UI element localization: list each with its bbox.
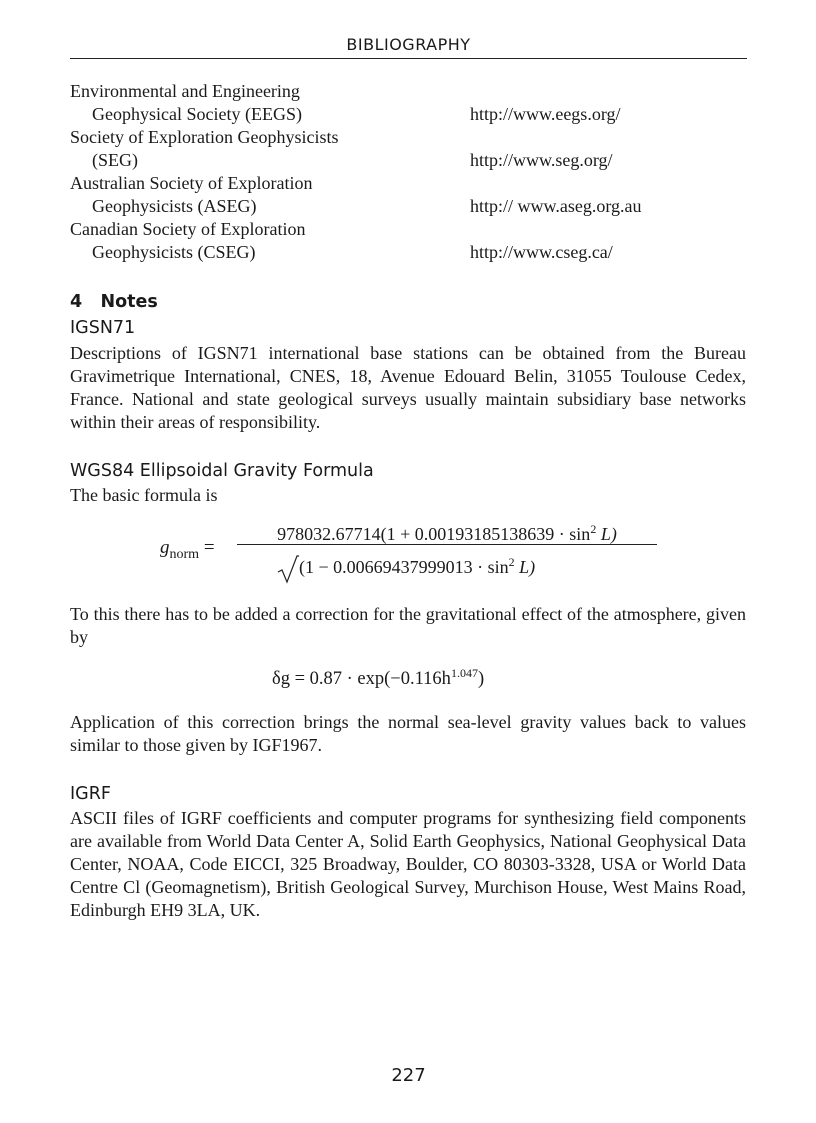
- closing-paragraph: Application of this correction brings the normal sea-level gravity values back to values similar to those given by IGF1967.: [70, 712, 746, 755]
- formula-denominator: [277, 545, 657, 579]
- correction-formula-tail: ): [477, 669, 485, 690]
- numerator-power: 2: [590, 522, 597, 536]
- denominator-tail: L): [514, 557, 536, 577]
- org-name-line1: Canadian Society of Exploration: [70, 219, 306, 239]
- formula-lhs: [160, 537, 215, 563]
- page-number: 227: [391, 1065, 426, 1086]
- correction-paragraph: To this there has to be added a correction for the gravitational effect of the atmosphere, given by: [70, 604, 746, 647]
- wgs84-heading: WGS84 Ellipsoidal Gravity Formula: [70, 461, 374, 481]
- org-url[interactable]: http://www.eegs.org/: [470, 104, 621, 124]
- org-url[interactable]: http://www.seg.org/: [470, 150, 613, 170]
- organization-list: [70, 80, 747, 264]
- denominator-text: (1 − 0.00669437999013 · sin: [299, 557, 509, 577]
- correction-formula-power: 1.047: [450, 666, 478, 680]
- section-number: 4: [70, 292, 83, 312]
- org-entry: [70, 172, 747, 218]
- org-name-line2: (SEG): [92, 150, 138, 170]
- igrf-paragraph: ASCII files of IGRF coefficients and computer programs for synthesizing field components are available from World Data Center A, Solid Earth Geophysics, National Geophysical Data Center, NOAA, Code EICCI, 325 Broadway, Boulder, CO 80303-3328, USA or World Data Centre Cl (Geomagnetism), British Geological Survey, Murchison House, West Mains Road, Edinburgh EH9 3LA, UK.: [70, 808, 746, 920]
- wgs84-formula: [160, 516, 680, 586]
- square-root-icon: [277, 554, 299, 584]
- section-title: Notes: [100, 292, 158, 312]
- formula-equals: =: [203, 537, 215, 558]
- igsn71-heading: IGSN71: [70, 318, 136, 338]
- org-url[interactable]: http:// www.aseg.org.au: [470, 196, 642, 216]
- formula-lhs-subscript: norm: [169, 546, 200, 562]
- org-name-line1: Australian Society of Exploration: [70, 173, 313, 193]
- formula-lhs-symbol: g: [160, 537, 170, 558]
- numerator-text: 978032.67714(1 + 0.00193185138639 · sin: [277, 524, 591, 544]
- numerator-tail: L): [596, 524, 617, 544]
- formula-numerator: [237, 516, 657, 542]
- igrf-heading: IGRF: [70, 784, 111, 804]
- org-name-line2: Geophysicists (CSEG): [92, 242, 256, 262]
- correction-formula-text: δg = 0.87 · exp(−0.116h: [272, 669, 451, 690]
- org-entry: [70, 126, 747, 172]
- correction-formula: [272, 666, 484, 690]
- running-header: BIBLIOGRAPHY: [346, 35, 471, 54]
- org-name-line1: Society of Exploration Geophysicists: [70, 127, 339, 147]
- formula-fraction: [237, 516, 657, 579]
- header-rule: [70, 58, 747, 59]
- org-entry: [70, 80, 747, 126]
- denominator-power: 2: [508, 555, 515, 569]
- org-name-line2: Geophysicists (ASEG): [92, 196, 257, 216]
- org-name-line1: Environmental and Engineering: [70, 81, 300, 101]
- igsn71-paragraph: Descriptions of IGSN71 international base stations can be obtained from the Bureau Gravimetrique International, CNES, 18, Avenue Edouard Belin, 31055 Toulouse Cedex, France. National and state geological surveys usually maintain subsidiary base networks within their areas of responsibility.: [70, 343, 746, 432]
- wgs84-intro: The basic formula is: [70, 485, 218, 505]
- org-url[interactable]: http://www.cseg.ca/: [470, 242, 613, 262]
- org-name-line2: Geophysical Society (EEGS): [92, 104, 302, 124]
- section-heading: [70, 292, 158, 312]
- org-entry: [70, 218, 747, 264]
